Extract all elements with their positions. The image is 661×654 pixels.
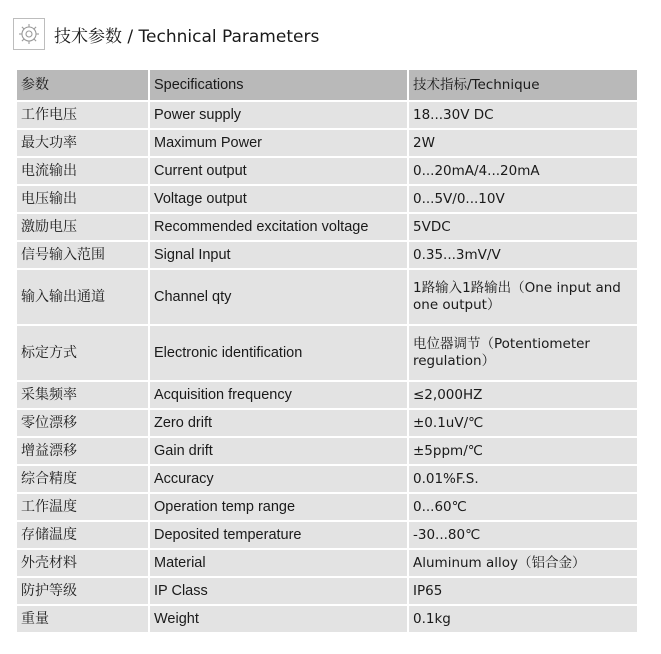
parameter-cell: 电流输出 (17, 158, 148, 184)
table-header-row (17, 70, 639, 100)
table-row (17, 494, 639, 520)
column-header-technique: 技术指标/Technique (409, 70, 637, 100)
technique-cell: 0...60℃ (409, 494, 637, 520)
technique-cell: ≤2,000HZ (409, 382, 637, 408)
specification-cell: Accuracy (150, 466, 407, 492)
technique-cell: Aluminum alloy（铝合金） (409, 550, 637, 576)
parameter-cell: 工作温度 (17, 494, 148, 520)
technique-cell: IP65 (409, 578, 637, 604)
parameter-cell: 采集频率 (17, 382, 148, 408)
column-header-specifications: Specifications (150, 70, 407, 100)
table-row (17, 270, 639, 324)
parameter-cell: 信号输入范围 (17, 242, 148, 268)
parameter-cell: 重量 (17, 606, 148, 632)
table-row (17, 130, 639, 156)
technique-cell: 0.1kg (409, 606, 637, 632)
technique-cell: ±0.1uV/℃ (409, 410, 637, 436)
specification-cell: Material (150, 550, 407, 576)
page-header (13, 17, 319, 51)
specification-cell: Recommended excitation voltage (150, 214, 407, 240)
table-row (17, 158, 639, 184)
parameter-cell: 存储温度 (17, 522, 148, 548)
specification-cell: Power supply (150, 102, 407, 128)
table-row (17, 550, 639, 576)
column-header-parameter: 参数 (17, 70, 148, 100)
specification-cell: Electronic identification (150, 326, 407, 380)
technique-cell: 0...20mA/4...20mA (409, 158, 637, 184)
specification-cell: Weight (150, 606, 407, 632)
table-row (17, 102, 639, 128)
table-row (17, 214, 639, 240)
parameter-cell: 激励电压 (17, 214, 148, 240)
technique-cell: 0.35...3mV/V (409, 242, 637, 268)
specification-cell: Deposited temperature (150, 522, 407, 548)
table-row (17, 186, 639, 212)
parameter-cell: 标定方式 (17, 326, 148, 380)
page-title: 技术参数 / Technical Parameters (54, 26, 320, 47)
technique-cell: 2W (409, 130, 637, 156)
technique-cell: 1路输入1路输出（One input and one output） (409, 270, 637, 324)
parameter-cell: 外壳材料 (17, 550, 148, 576)
technique-cell: 5VDC (409, 214, 637, 240)
parameter-cell: 增益漂移 (17, 438, 148, 464)
specification-cell: Acquisition frequency (150, 382, 407, 408)
parameter-cell: 电压输出 (17, 186, 148, 212)
specification-cell: Current output (150, 158, 407, 184)
technique-cell: ±5ppm/℃ (409, 438, 637, 464)
parameter-cell: 最大功率 (17, 130, 148, 156)
table-row (17, 326, 639, 380)
parameter-cell: 综合精度 (17, 466, 148, 492)
table-row (17, 382, 639, 408)
table-row (17, 522, 639, 548)
specification-cell: Channel qty (150, 270, 407, 324)
technique-cell: 电位器调节（Potentiometer regulation） (409, 326, 637, 380)
technique-cell: 0.01%F.S. (409, 466, 637, 492)
technique-cell: -30...80℃ (409, 522, 637, 548)
specification-cell: Operation temp range (150, 494, 407, 520)
spec-table (17, 70, 639, 634)
specification-cell: IP Class (150, 578, 407, 604)
table-row (17, 242, 639, 268)
parameter-cell: 输入输出通道 (17, 270, 148, 324)
parameter-cell: 零位漂移 (17, 410, 148, 436)
table-row (17, 438, 639, 464)
specification-cell: Gain drift (150, 438, 407, 464)
table-row (17, 466, 639, 492)
table-body (17, 102, 639, 632)
table-row (17, 606, 639, 632)
technique-cell: 0...5V/0...10V (409, 186, 637, 212)
specification-cell: Voltage output (150, 186, 407, 212)
specification-cell: Signal Input (150, 242, 407, 268)
parameter-cell: 防护等级 (17, 578, 148, 604)
specification-cell: Maximum Power (150, 130, 407, 156)
specification-cell: Zero drift (150, 410, 407, 436)
technique-cell: 18...30V DC (409, 102, 637, 128)
parameter-cell: 工作电压 (17, 102, 148, 128)
table-row (17, 578, 639, 604)
table-row (17, 410, 639, 436)
gear-icon (13, 18, 45, 50)
